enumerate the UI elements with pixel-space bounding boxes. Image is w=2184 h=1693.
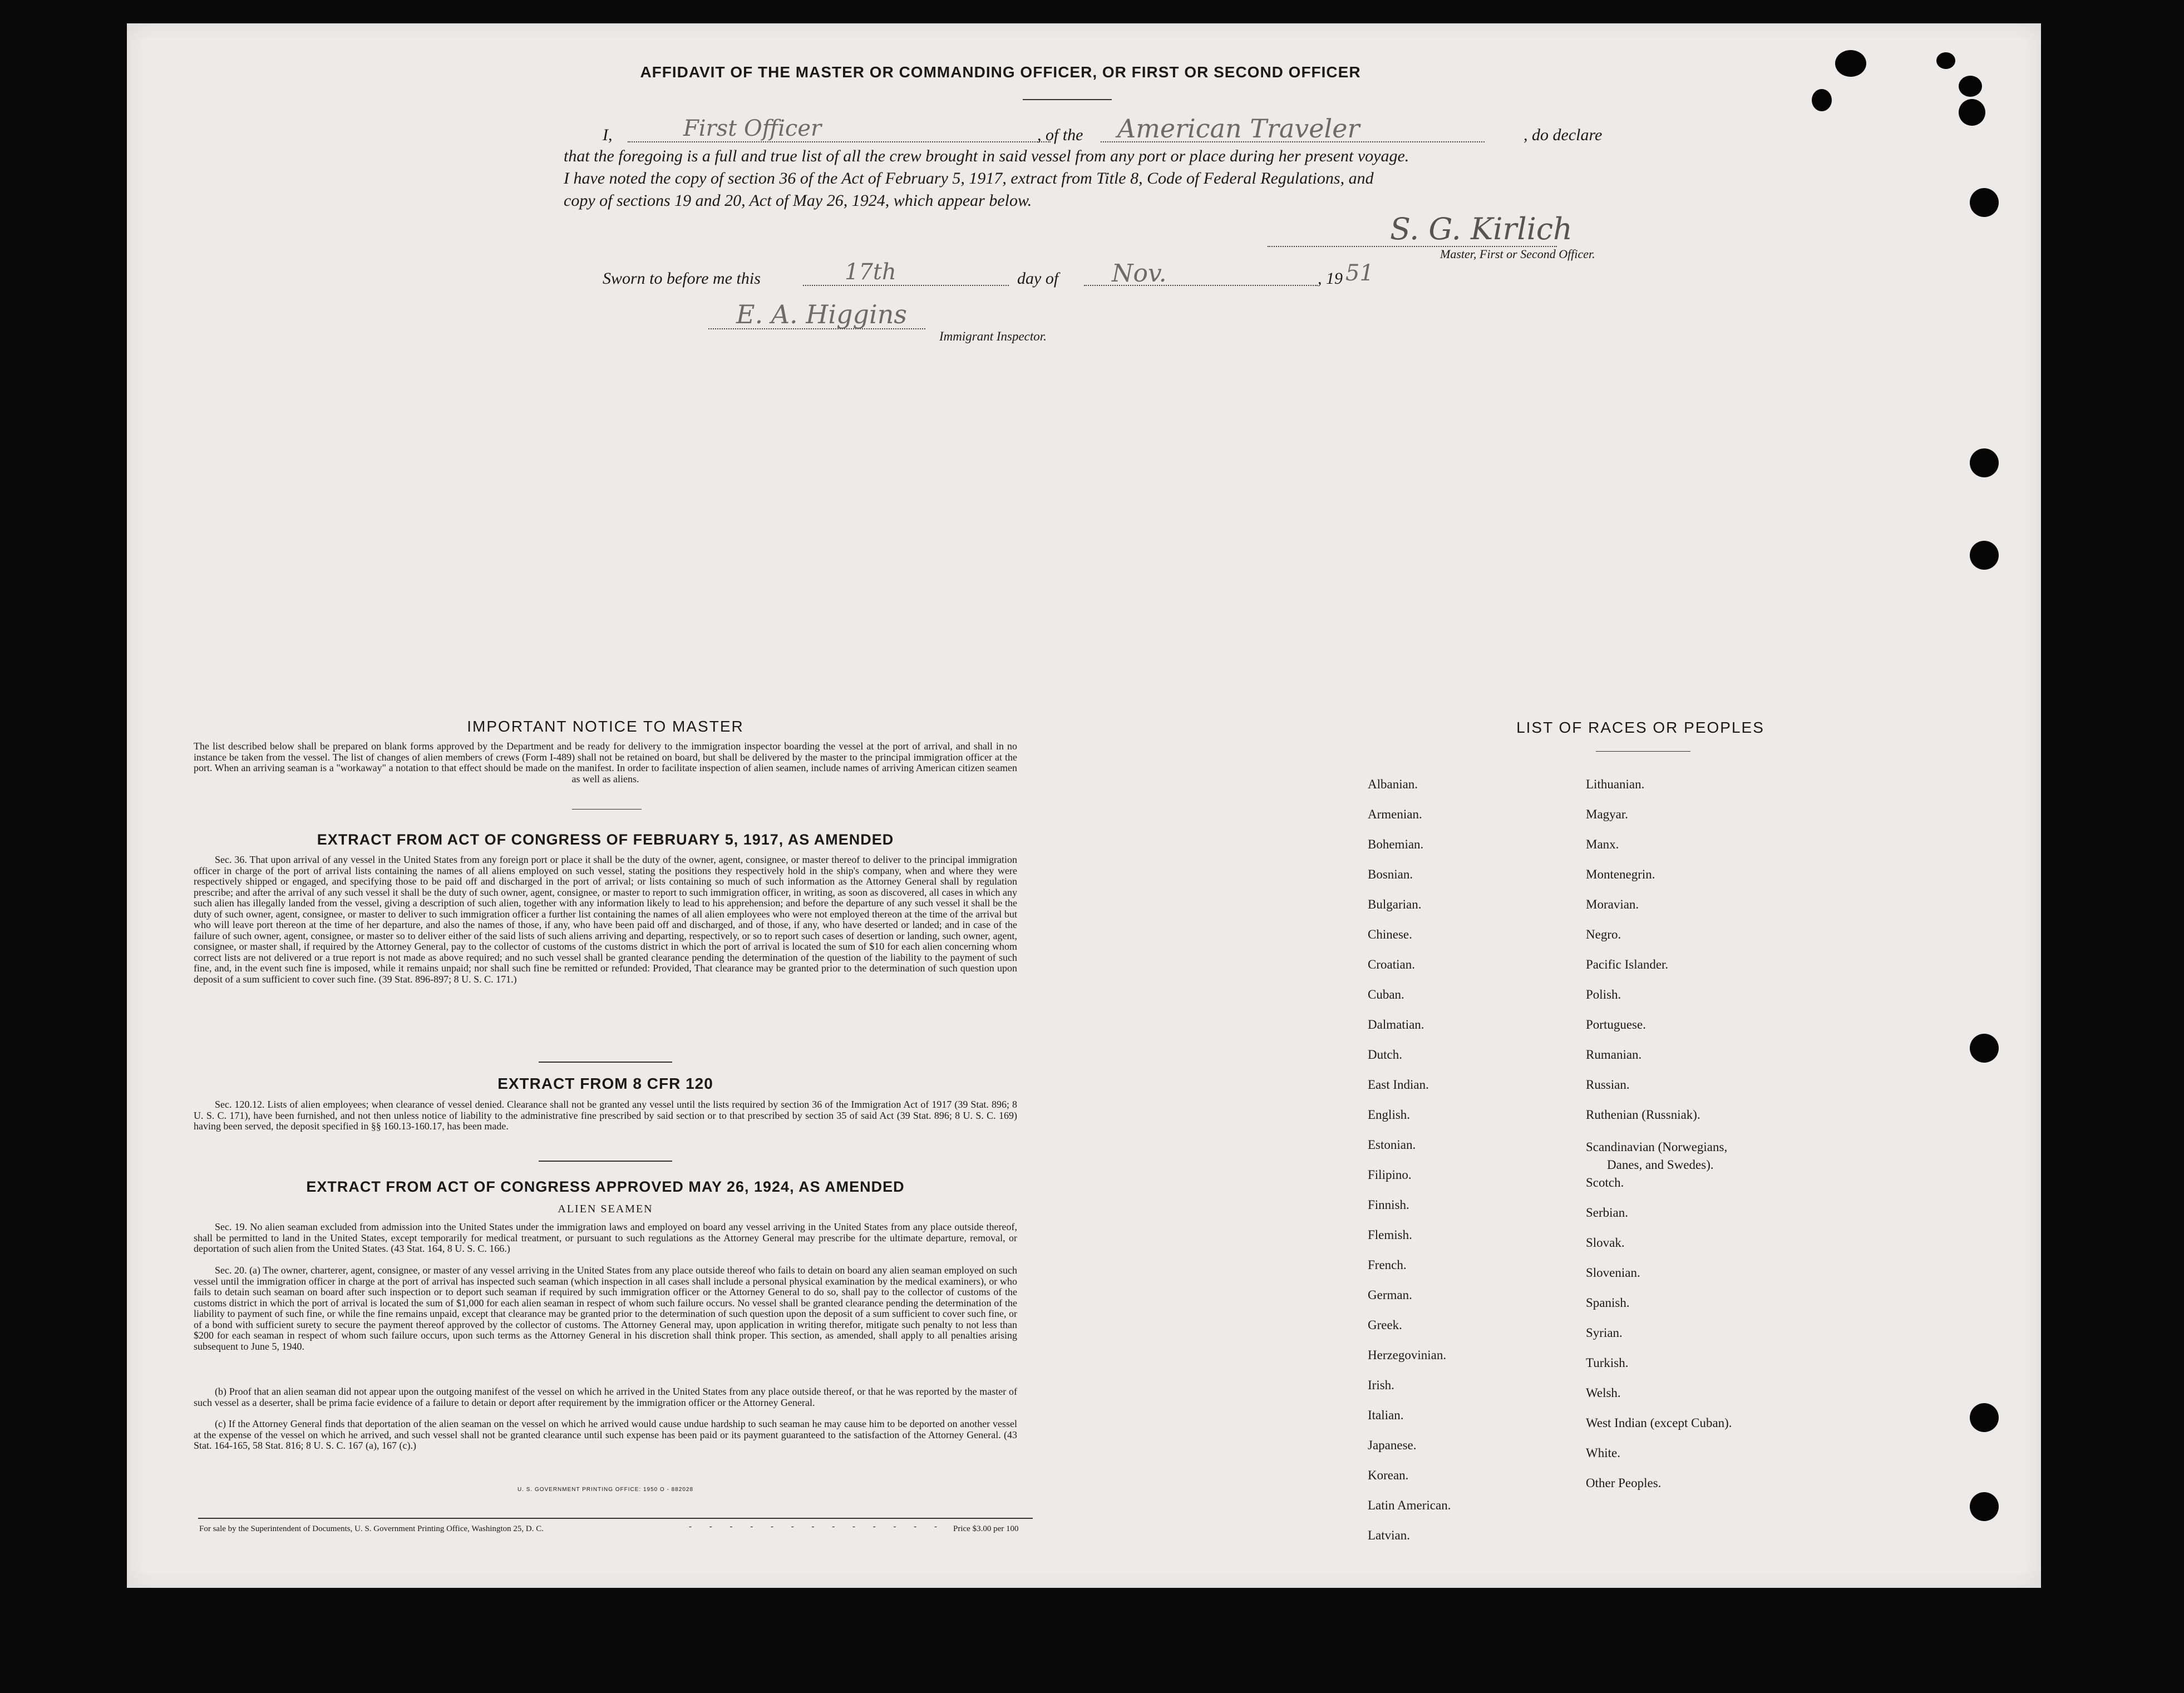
sworn-day-line <box>803 285 1009 286</box>
notice-title: IMPORTANT NOTICE TO MASTER <box>467 718 744 735</box>
race-item: Chinese. <box>1368 927 1412 941</box>
affidavit-body-line1: that the foregoing is a full and true list of all the crew brought in said vessel from any port or place during her present voyage. <box>564 147 1409 165</box>
sworn-month-handwriting: Nov. <box>1112 259 1167 288</box>
race-item: Filipino. <box>1368 1168 1412 1182</box>
gpo-imprint: U. S. GOVERNMENT PRINTING OFFICE: 1950 O - 882028 <box>517 1487 694 1493</box>
race-item: Magyar. <box>1586 807 1629 821</box>
race-item: Scotch. <box>1586 1176 1624 1189</box>
race-item: German. <box>1368 1288 1412 1302</box>
footer-price: Price $3.00 per 100 <box>953 1524 1019 1533</box>
punch-hole <box>1959 99 1985 126</box>
race-item: Lithuanian. <box>1586 777 1645 791</box>
race-item: Greek. <box>1368 1318 1402 1332</box>
divider <box>1023 99 1112 100</box>
extract-1924-sec20a: Sec. 20. (a) The owner, charterer, agent, consignee, or master of any vessel arriving in the United States from any place outside thereof who fails to detain on board any alien seaman employed on such vessel until the immigration officer in charge at the port of arrival has inspected such seaman (which inspection in all cases shall include a personal physical examination by the medical examiners), or who fails to detain such seaman on board after such inspection or to deport such seaman if required by such immigration officer or the Attorney General to do so, shall pay to the collector of customs of the customs district in which the port of arrival is located the sum of $1,000 for each alien seaman in respect of whom such failure occurs. No vessel shall be granted clearance pending the determination of the liability to payment of such fine, or while the fine remains unpaid, except that clearance may be granted prior to the determination of such question upon the deposit of a sum sufficient to cover such fine, or of a bond with sufficient surety to secure the payment thereof approved by the collector of customs. The Attorney General may, upon application in writing therefor, mitigate such penalty to not less than $200 for each seaman in respect of whom such failure occurs, upon such terms as the Attorney General in his discretion shall think proper. This section, as amended, shall apply to all penalties arising subsequent to June 5, 1940. <box>194 1265 1017 1352</box>
race-item: Ruthenian (Russniak). <box>1586 1108 1700 1122</box>
affidavit-body-line3: copy of sections 19 and 20, Act of May 26, 1924, which appear below. <box>564 191 1032 210</box>
race-item: Russian. <box>1586 1078 1630 1092</box>
race-item: Slovak. <box>1586 1236 1625 1250</box>
punch-hole <box>1970 541 1999 570</box>
race-item: West Indian (except Cuban). <box>1586 1416 1732 1430</box>
race-item: Danes, and Swedes). <box>1607 1158 1714 1172</box>
race-item: Serbian. <box>1586 1206 1629 1220</box>
sworn-label: Sworn to before me this <box>603 269 761 288</box>
extract-1924-sec20b: (b) Proof that an alien seaman did not appear upon the outgoing manifest of the vessel on which he arrived in the United States from any place outside thereof, or that he was reported by the master of such vessel as a deserter, shall be prima facie evidence of a failure to detain or deport after requirement by the immigration officer or the Attorney General. <box>194 1386 1017 1408</box>
race-item: Korean. <box>1368 1468 1409 1482</box>
year-prefix: , 19 <box>1318 269 1343 288</box>
race-item: Spanish. <box>1586 1296 1630 1310</box>
race-item: Montenegrin. <box>1586 867 1655 881</box>
sworn-day-handwriting: 17th <box>845 259 896 285</box>
punch-hole <box>1970 448 1999 477</box>
notice-text: The list described below shall be prepared on blank forms approved by the Department and be ready for delivery to the immigration inspector boarding the vessel at the port of arrival, and shall in no instance be taken from the vessel. The list of changes of alien members of crews (Form I-489) shall not be retained on board, but shall be delivered by the master to the principal immigration officer at the port. When an arriving seaman is a "workaway" a notation to that effect should be made on the manifest. In order to facilitate inspection of alien seamen, include names of arriving American citizen seamen as well as aliens. <box>194 741 1017 784</box>
race-item: East Indian. <box>1368 1078 1429 1092</box>
race-item: Polish. <box>1586 988 1621 1001</box>
inspector-signature: E. A. Higgins <box>736 299 907 329</box>
extract-cfr-text: Sec. 120.12. Lists of alien employees; when clearance of vessel denied. Clearance shall not be granted any vessel until the lists required by section 36 of the Immigration Act of 1917 (39 Stat. 896; 8 U. S. C. 171), have been furnished, and not then unless notice of liability to the administrative fine prescribed by said section or to that prescribed by section 35 of said Act (39 Stat. 896; 8 U. S. C. 169) having been served, the deposit specified in §§ 160.13-160.17, has been made. <box>194 1099 1017 1132</box>
extract-1924-sec20c: (c) If the Attorney General finds that deportation of the alien seaman on the vessel on which he arrived would cause undue hardship to such seaman he may cause him to be deported on another vessel at the expense of the vessel on which he arrived, and such vessel shall not be granted clearance until such expense has been paid or its payment guaranteed to the satisfaction of the Attorney General. (43 Stat. 164-165, 58 Stat. 816; 8 U. S. C. 167 (a), 167 (c).) <box>194 1418 1017 1451</box>
race-item: Latin American. <box>1368 1498 1451 1512</box>
extract-cfr-title: EXTRACT FROM 8 CFR 120 <box>497 1075 713 1092</box>
divider <box>1596 751 1690 752</box>
race-item: Negro. <box>1586 927 1621 941</box>
footer-sale-text: For sale by the Superintendent of Documents, U. S. Government Printing Office, Washington 25, D. C. <box>199 1524 544 1533</box>
race-item: Estonian. <box>1368 1138 1416 1152</box>
footer-dots: - - - - - - - - - - - - - <box>689 1522 945 1531</box>
day-of-text: day of <box>1017 269 1059 288</box>
of-the-text: , of the <box>1037 126 1083 144</box>
year-handwriting: 51 <box>1345 260 1374 286</box>
punch-hole <box>1936 52 1955 69</box>
extract-1917-text: Sec. 36. That upon arrival of any vessel in the United States from any foreign port or place it shall be the duty of the owner, agent, consignee, or master thereof to deliver to the principal immigration officer in charge of the port of arrival lists containing the names of all aliens employed on such vessel, stating the positions they respectively hold in the ship's company, when and where they were respectively shipped or engaged, and specifying those to be paid off and discharged in the port of arrival; or lists containing so much of such information as the Attorney General shall by regulation prescribe; and after the arrival of any such vessel it shall be the duty of such owner, agent, consignee, or master to report to such immigration officer, in writing, as soon as discovered, all cases in which any such alien has illegally landed from the vessel, giving a description of such alien, together with any information likely to lead to his apprehension; and before the departure of any such vessel it shall be the duty of such owner, agent, consignee, or master to deliver to such immigration officer a further list containing the names of all alien employees who were not employed thereon at the time of the arrival but who will leave port thereon at the time of her departure, and also the names of those, if any, who have been paid off and discharged, and of those, if any, who have deserted or landed; and in case of the failure of such owner, agent, consignee, or master so to deliver either of the said lists of such aliens arriving and departing, respectively, or so to report such cases of desertion or landing, such owner, agent, consignee, or master shall, if required by the Attorney General, pay to the collector of customs of the customs district in which the port of arrival is located the sum of $10 for each alien concerning whom correct lists are not delivered or a true report is not made as above required; and no such vessel shall be granted clearance pending the determination of the question of the liability to the payment of such fine, and, in the event such fine is imposed, while it remains unpaid; nor shall such fine be remitted or refunded: Provided, That clearance may be granted prior to the determination of such question upon deposit of a sum sufficient to cover such fine. (39 Stat. 896-897; 8 U. S. C. 171.) <box>194 854 1017 985</box>
affidavit-body-line2: I have noted the copy of section 36 of the Act of February 5, 1917, extract from Title 8, Code of Federal Regulations, and <box>564 169 1374 187</box>
race-item: Herzegovinian. <box>1368 1348 1447 1362</box>
inspector-caption: Immigrant Inspector. <box>939 329 1047 343</box>
race-item: Flemish. <box>1368 1228 1412 1242</box>
divider <box>539 1161 672 1162</box>
race-item: Finnish. <box>1368 1198 1409 1212</box>
races-title: LIST OF RACES OR PEOPLES <box>1516 719 1764 736</box>
race-item: Bulgarian. <box>1368 897 1422 911</box>
race-item: Pacific Islander. <box>1586 957 1669 971</box>
race-item: Slovenian. <box>1586 1266 1640 1280</box>
race-item: Armenian. <box>1368 807 1422 821</box>
race-item: Syrian. <box>1586 1326 1623 1340</box>
race-item: Latvian. <box>1368 1528 1410 1542</box>
punch-hole <box>1812 89 1832 111</box>
divider <box>539 1062 672 1063</box>
extract-1917-title: EXTRACT FROM ACT OF CONGRESS OF FEBRUARY 5, 1917, AS AMENDED <box>317 831 894 848</box>
officer-signature: S. G. Kirlich <box>1390 211 1572 246</box>
race-item: Welsh. <box>1586 1386 1621 1400</box>
signature-caption: Master, First or Second Officer. <box>1440 247 1595 261</box>
do-declare-text: , do declare <box>1524 126 1603 144</box>
divider <box>572 809 642 810</box>
officer-title-line <box>628 141 1051 142</box>
race-item: Portuguese. <box>1586 1018 1646 1031</box>
vessel-name-handwriting: American Traveler <box>1117 113 1360 144</box>
footer-rule <box>198 1518 1033 1519</box>
race-item: Italian. <box>1368 1408 1404 1422</box>
extract-1924-sec19: Sec. 19. No alien seaman excluded from admission into the United States under the immigration laws and employed on board any vessel arriving in the United States from any place outside thereof, shall be permitted to land in the United States, except temporarily for medical treatment, or pursuant to such regulations as the Attorney General may prescribe for the ultimate departure, removal, or deportation of such alien from the United States. (43 Stat. 164, 8 U. S. C. 166.) <box>194 1221 1017 1254</box>
punch-hole <box>1970 1403 1999 1432</box>
race-item: Bosnian. <box>1368 867 1413 881</box>
race-item: Irish. <box>1368 1378 1394 1392</box>
affidavit-intro: I, <box>603 126 613 144</box>
race-item: Manx. <box>1586 837 1619 851</box>
race-item: Cuban. <box>1368 988 1404 1001</box>
race-item: Japanese. <box>1368 1438 1417 1452</box>
race-item: Scandinavian (Norwegians, <box>1586 1140 1728 1154</box>
race-item: Other Peoples. <box>1586 1476 1662 1490</box>
race-item: Rumanian. <box>1586 1048 1642 1062</box>
race-item: Bohemian. <box>1368 837 1424 851</box>
race-item: White. <box>1586 1446 1620 1460</box>
punch-hole <box>1959 76 1982 97</box>
punch-hole <box>1835 50 1866 77</box>
race-item: Turkish. <box>1586 1356 1629 1370</box>
race-item: Albanian. <box>1368 777 1418 791</box>
affidavit-title: AFFIDAVIT OF THE MASTER OR COMMANDING OFFICER, OR FIRST OR SECOND OFFICER <box>640 63 1361 81</box>
punch-hole <box>1970 1034 1999 1063</box>
race-item: Moravian. <box>1586 897 1639 911</box>
document-page <box>127 23 2041 1588</box>
race-item: French. <box>1368 1258 1407 1272</box>
race-item: Dalmatian. <box>1368 1018 1424 1031</box>
extract-1924-subtitle: ALIEN SEAMEN <box>558 1203 653 1215</box>
extract-1924-title: EXTRACT FROM ACT OF CONGRESS APPROVED MAY 26, 1924, AS AMENDED <box>306 1178 905 1195</box>
race-item: English. <box>1368 1108 1411 1122</box>
race-item: Dutch. <box>1368 1048 1402 1062</box>
punch-hole <box>1970 1492 1999 1521</box>
punch-hole <box>1970 188 1999 217</box>
race-item: Croatian. <box>1368 957 1415 971</box>
officer-title-handwriting: First Officer <box>683 116 822 141</box>
